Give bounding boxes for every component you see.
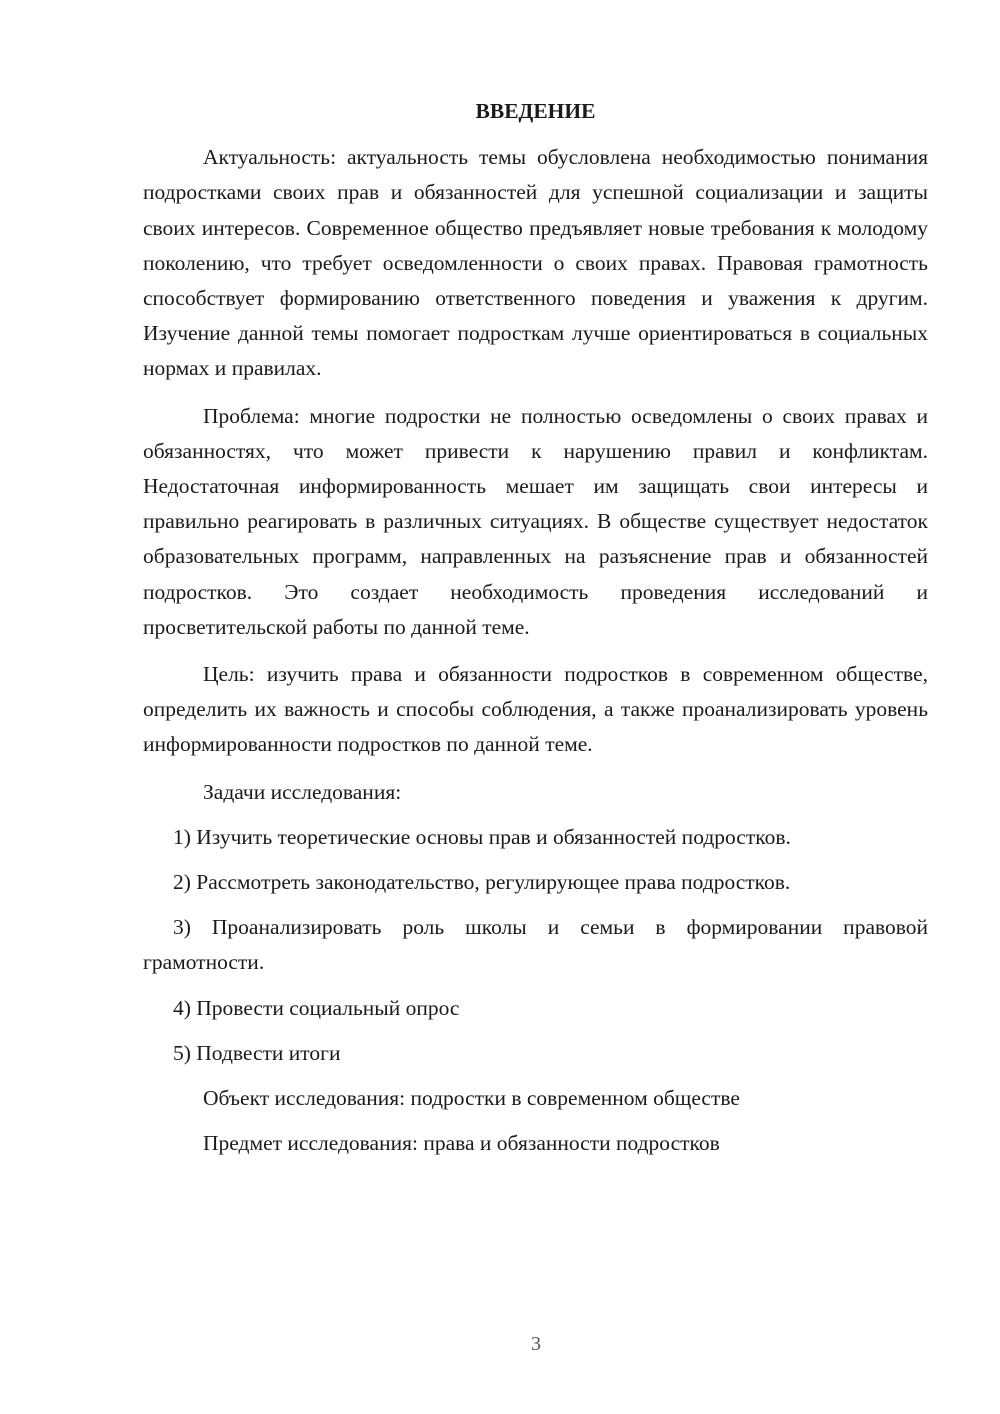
research-subject: Предмет исследования: права и обязанности подростков: [203, 1131, 720, 1156]
task-item-2: 2) Рассмотреть законодательство, регулирующее права подростков.: [173, 870, 791, 895]
paragraph-goal: Цель: изучить права и обязанности подростков в современном обществе, определить их важность и способы соблюдения, а также проанализировать уровень информированности подростков по данной теме.: [143, 662, 928, 757]
paragraph-relevance: Актуальность: актуальность темы обусловлена необходимостью понимания подростками своих прав и обязанностей для успешной социализации и защиты своих интересов. Современное общество предъявляет новые требования к молодому поколению, что требует осведомленности о своих правах. Правовая грамотность способствует формированию ответственного поведения и уважения к другим. Изучение данной темы помогает подросткам лучше ориентироваться в социальных нормах и правилах.: [143, 145, 928, 381]
document-title: ВВЕДЕНИЕ: [475, 99, 596, 123]
task-item-3: 3) Проанализировать роль школы и семьи в формировании правовой грамотности.: [143, 915, 928, 975]
tasks-heading: Задачи исследования:: [203, 779, 402, 804]
task-item-5: 5) Подвести итоги: [173, 1040, 341, 1065]
paragraph-problem: Проблема: многие подростки не полностью осведомлены о своих правах и обязанностях, что может привести к нарушению правил и конфликтам. Недостаточная информированность мешает им защищать свои интересы и правильно реагировать в различных ситуациях. В обществе существует недостаток образовательных программ, направленных на разъяснение прав и обязанностей подростков. Это создает необходимость проведения исследований и просветительской работы по данной теме.: [143, 403, 928, 639]
research-object: Объект исследования: подростки в современном обществе: [203, 1086, 740, 1111]
task-item-4: 4) Провести социальный опрос: [173, 995, 460, 1020]
document-page: [143, 94, 928, 1171]
task-item-1: 1) Изучить теоретические основы прав и обязанностей подростков.: [173, 824, 791, 849]
page-number: 3: [531, 1333, 541, 1355]
